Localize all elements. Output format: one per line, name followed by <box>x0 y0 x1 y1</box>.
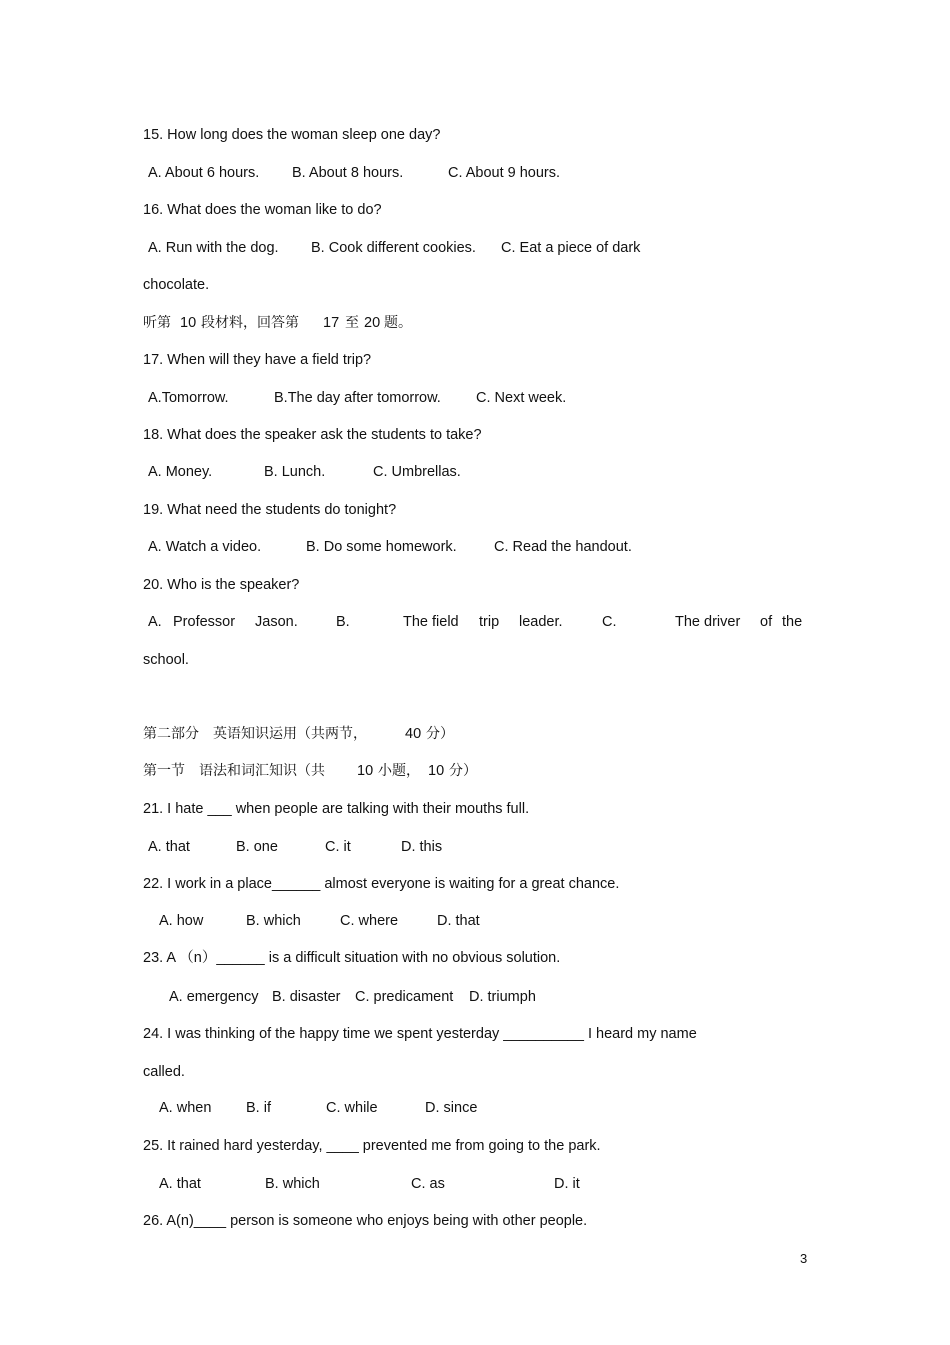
question-20-option-a-word1: Professor <box>173 614 236 630</box>
section-1-middle: 小题， <box>378 763 420 779</box>
question-16-option-c-continued: chocolate. <box>143 277 210 293</box>
question-15-stem: 15. How long does the woman sleep one day? <box>143 127 441 143</box>
question-15-option-a: A. About 6 hours. <box>148 165 260 181</box>
section-10-until: 20 <box>364 315 381 331</box>
question-24-option-c: C. while <box>326 1100 378 1116</box>
question-24-stem: 24. I was thinking of the happy time we spent yesterday __________ I heard my name <box>143 1026 697 1042</box>
question-22-option-c: C. where <box>340 913 399 929</box>
question-20-option-c-word2: of <box>760 614 773 630</box>
question-22-option-b: B. which <box>246 913 301 929</box>
part-2-score: 40 <box>405 726 422 742</box>
question-19-stem: 19. What need the students do tonight? <box>143 502 397 518</box>
question-21-option-d: D. this <box>401 839 443 855</box>
question-23-option-c: C. predicament <box>355 989 454 1005</box>
question-20-stem: 20. Who is the speaker? <box>143 577 300 593</box>
section-1-score: 10 <box>428 763 445 779</box>
section-1-heading: 第一节 语法和词汇知识（共 <box>143 763 325 779</box>
question-20-option-c-letter: C. <box>602 614 617 630</box>
question-24-option-a: A. when <box>159 1100 212 1116</box>
question-19-option-a: A. Watch a video. <box>148 539 262 555</box>
question-15-option-c: C. About 9 hours. <box>448 165 561 181</box>
section-10-suffix: 题。 <box>384 315 412 331</box>
question-20-option-b-word1: The field <box>403 614 459 630</box>
question-18-option-b: B. Lunch. <box>264 464 326 480</box>
question-23-option-d: D. triumph <box>469 989 536 1005</box>
question-23-option-a: A. emergency <box>169 989 259 1005</box>
question-20-option-c-word1: The driver <box>675 614 741 630</box>
question-23-stem: 23. A （n）______ is a difficult situation with no obvious solution. <box>143 950 561 966</box>
question-17-stem: 17. When will they have a field trip? <box>143 352 372 368</box>
question-21-option-c: C. it <box>325 839 351 855</box>
question-25-option-c: C. as <box>411 1176 445 1192</box>
section-1-count: 10 <box>357 763 374 779</box>
question-17-option-a: A.Tomorrow. <box>148 390 229 406</box>
question-26-stem: 26. A(n)____ person is someone who enjoys being with other people. <box>143 1213 588 1229</box>
question-20-option-c-continued: school. <box>143 652 189 668</box>
section-10-middle: 段材料，回答第 <box>201 315 299 331</box>
question-15-option-b: B. About 8 hours. <box>292 165 404 181</box>
question-21-option-a: A. that <box>148 839 190 855</box>
question-24-option-d: D. since <box>425 1100 478 1116</box>
question-16-option-b: B. Cook different cookies. <box>311 240 476 256</box>
question-17-option-b: B.The day after tomorrow. <box>274 390 441 406</box>
question-20-option-a-word2: Jason. <box>255 614 298 630</box>
question-25-option-b: B. which <box>265 1176 320 1192</box>
part-2-score-unit: 分） <box>426 726 454 742</box>
question-22-option-d: D. that <box>437 913 480 929</box>
question-19-option-c: C. Read the handout. <box>494 539 632 555</box>
question-25-stem: 25. It rained hard yesterday, ____ prevented me from going to the park. <box>143 1138 601 1154</box>
part-2-heading: 第二部分 英语知识运用（共两节， <box>143 726 367 742</box>
question-23-option-b: B. disaster <box>272 989 341 1005</box>
question-24-stem-continued: called. <box>143 1064 185 1080</box>
question-20-option-c-word3: the <box>782 614 803 630</box>
question-19-option-b: B. Do some homework. <box>306 539 457 555</box>
section-10-to: 至 <box>345 315 359 331</box>
question-18-option-a: A. Money. <box>148 464 213 480</box>
question-18-option-c: C. Umbrellas. <box>373 464 461 480</box>
question-16-option-c: C. Eat a piece of dark <box>501 240 641 256</box>
question-20-option-b-word3: leader. <box>519 614 563 630</box>
question-21-option-b: B. one <box>236 839 278 855</box>
question-21-stem: 21. I hate ___ when people are talking with their mouths full. <box>143 801 530 817</box>
section-10-number: 10 <box>180 315 197 331</box>
question-20-option-b-word2: trip <box>479 614 500 630</box>
question-20-option-b-letter: B. <box>336 614 350 630</box>
section-10-from: 17 <box>323 315 340 331</box>
question-18-stem: 18. What does the speaker ask the students to take? <box>143 427 482 443</box>
question-25-option-d: D. it <box>554 1176 580 1192</box>
question-16-option-a: A. Run with the dog. <box>148 240 279 256</box>
section-10-prefix: 听第 <box>143 315 171 331</box>
question-22-option-a: A. how <box>159 913 204 929</box>
section-1-score-unit: 分） <box>449 763 477 779</box>
question-22-stem: 22. I work in a place______ almost everyone is waiting for a great chance. <box>143 876 620 892</box>
question-17-option-c: C. Next week. <box>476 390 567 406</box>
question-16-stem: 16. What does the woman like to do? <box>143 202 382 218</box>
question-25-option-a: A. that <box>159 1176 201 1192</box>
page-number: 3 <box>800 1251 808 1266</box>
question-20-option-a-letter: A. <box>148 614 162 630</box>
question-24-option-b: B. if <box>246 1100 271 1116</box>
